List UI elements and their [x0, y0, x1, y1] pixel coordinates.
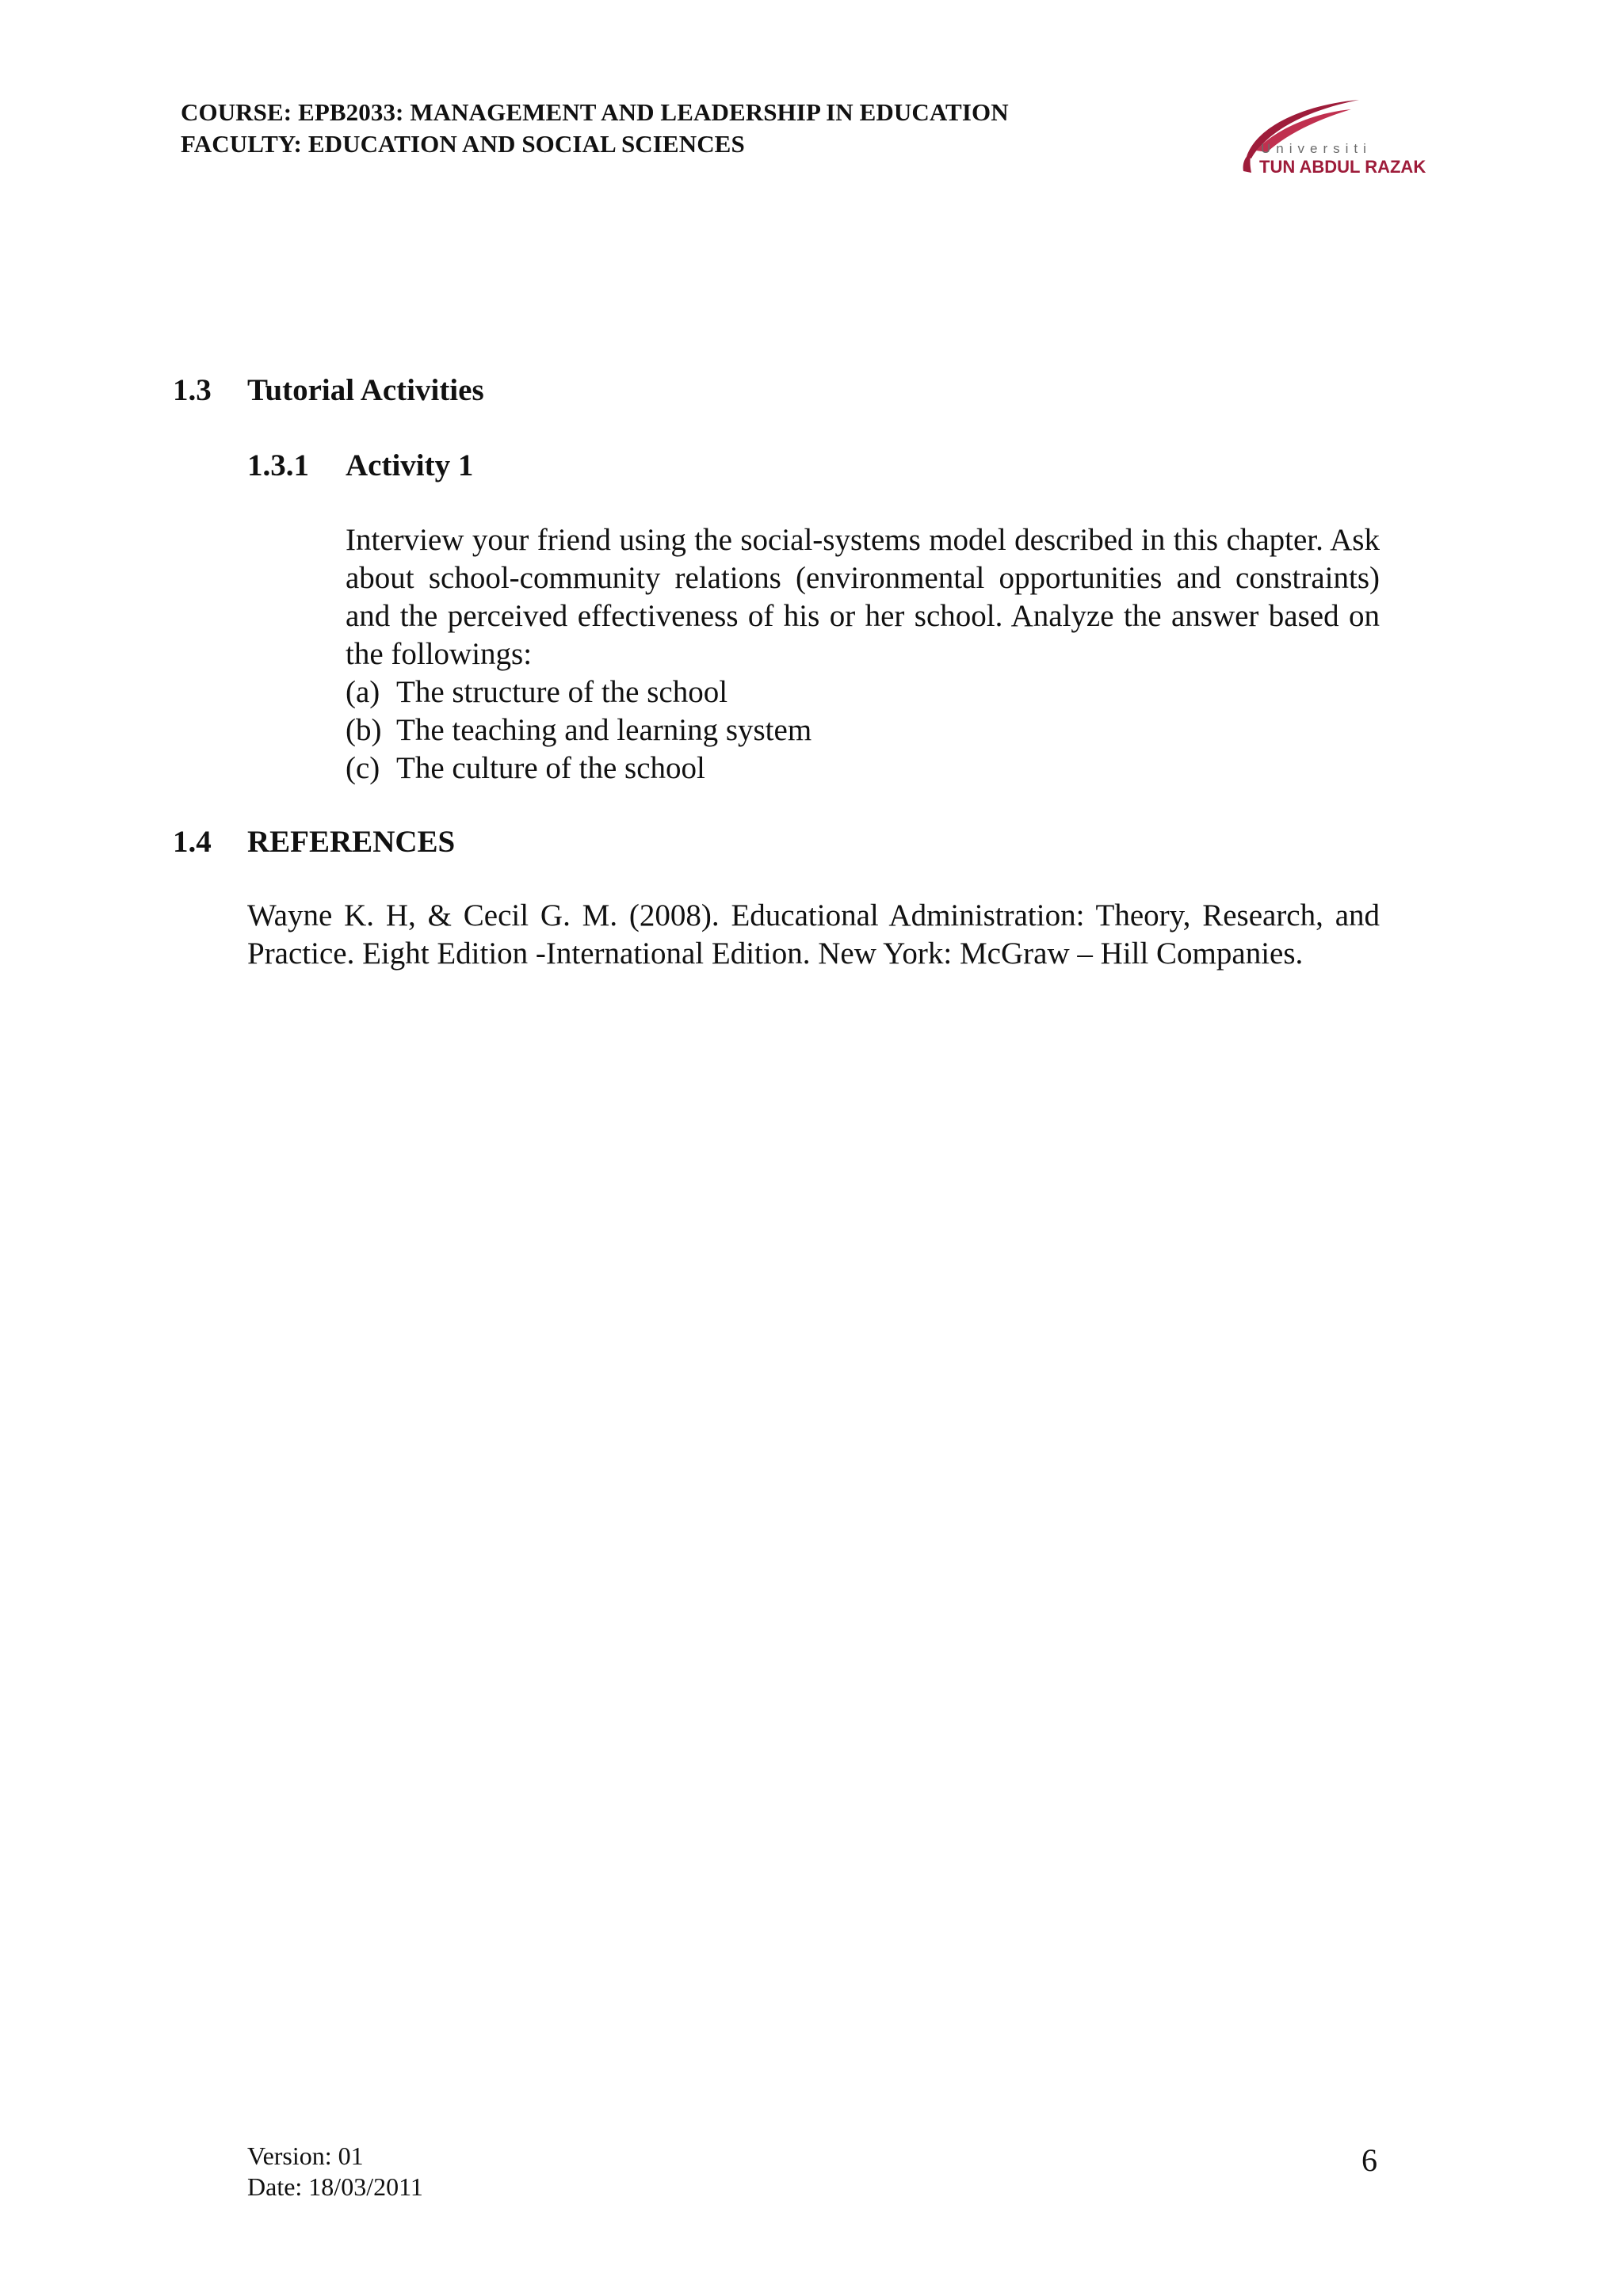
- section-title: REFERENCES: [247, 825, 456, 859]
- list-item: [346, 749, 812, 788]
- logo-swoosh-icon: [1232, 95, 1454, 182]
- list-item: [346, 711, 812, 749]
- footer-date: Date: 18/03/2011: [247, 2172, 423, 2201]
- section-number: 1.3: [173, 373, 212, 407]
- university-logo: [1232, 95, 1454, 182]
- list-text: The culture of the school: [396, 751, 705, 785]
- list-item: [346, 673, 812, 711]
- logo-line1: Universiti: [1261, 141, 1372, 156]
- list-text: The structure of the school: [396, 675, 728, 709]
- activity-list: [346, 673, 812, 788]
- section-title: Tutorial Activities: [247, 373, 484, 407]
- subsection-number: 1.3.1: [247, 448, 309, 482]
- faculty-header: FACULTY: EDUCATION AND SOCIAL SCIENCES: [181, 130, 745, 158]
- list-marker: (c): [346, 751, 380, 785]
- reference-entry: Wayne K. H, & Cecil G. M. (2008). Educational Administration: Theory, Research, and Practice. Eight Edition -International Edition. New York: McGraw – Hill Companies.: [247, 898, 1380, 971]
- section-number: 1.4: [173, 825, 212, 859]
- list-marker: (b): [346, 713, 382, 747]
- list-marker: (a): [346, 675, 380, 709]
- subsection-title: Activity 1: [346, 448, 474, 482]
- page-number: 6: [1361, 2142, 1377, 2178]
- footer-version: Version: 01: [247, 2142, 364, 2170]
- list-text: The teaching and learning system: [396, 713, 812, 747]
- logo-line2: TUN ABDUL RAZAK: [1259, 157, 1426, 177]
- activity-paragraph: Interview your friend using the social-systems model described in this chapter. Ask about school-community relations (environmental opportunities and constraints) and the perceived effectiveness of his or her school. Analyze the answer based on the followings:: [346, 523, 1380, 671]
- course-header: COURSE: EPB2033: MANAGEMENT AND LEADERSHIP IN EDUCATION: [181, 98, 1009, 126]
